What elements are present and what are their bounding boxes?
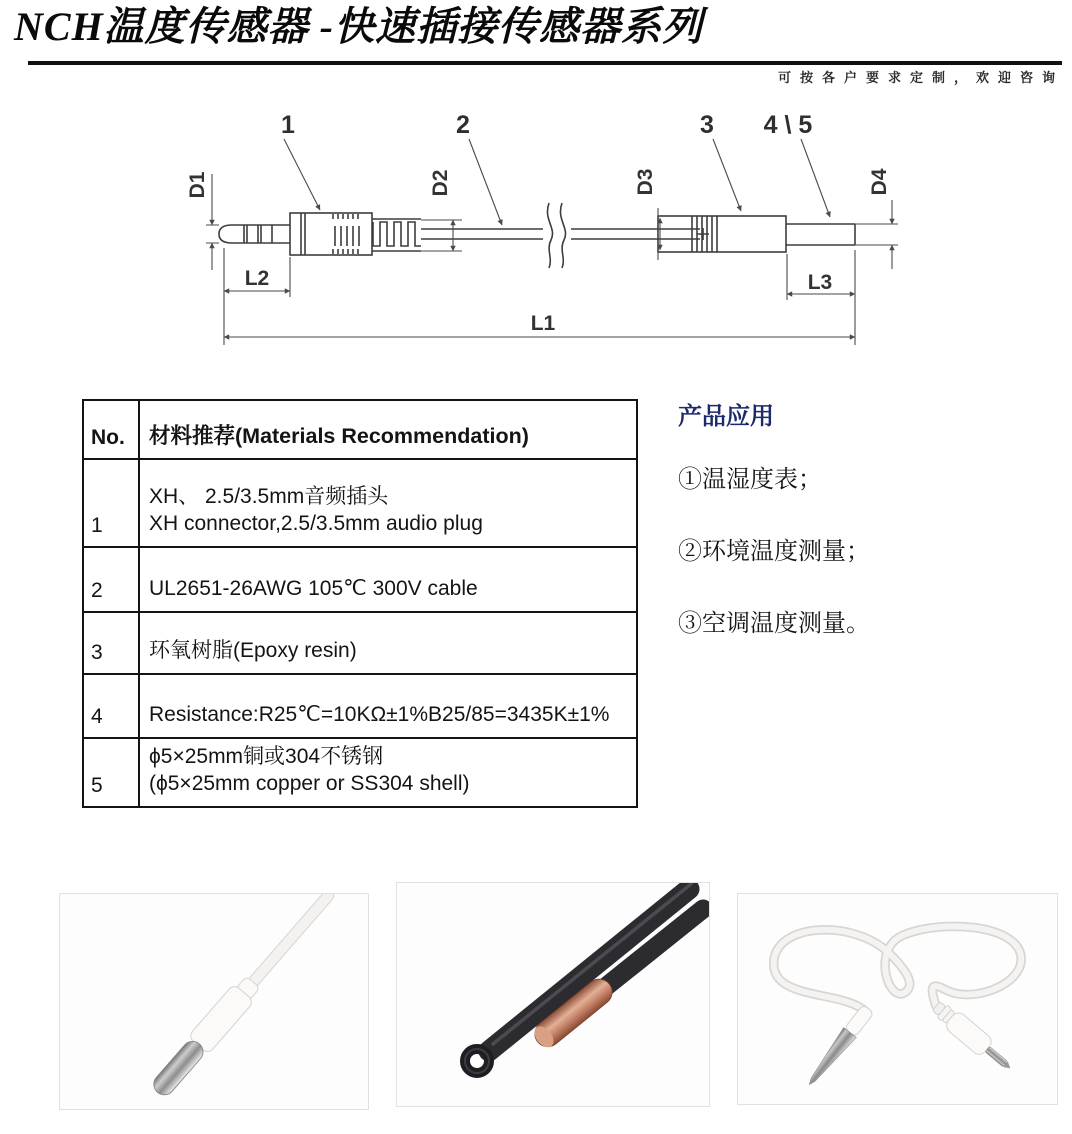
material-line: ϕ5×25mm铜或304不锈钢 [149,744,384,768]
product-photo-white-probe [59,893,369,1110]
row-material [140,460,636,546]
dim-d1 [186,171,219,270]
callout-3: 3 [700,111,714,139]
title-underline [28,61,1062,65]
callout-4-5: 4 \ 5 [763,111,813,139]
material-line: XH connector,2.5/3.5mm audio plug [149,512,483,536]
audio-plug-pin [985,1046,1008,1067]
plug-tip-outline [219,225,290,243]
row-no: 2 [84,548,140,611]
dim-label-l2: L2 [244,267,270,290]
row-material [140,675,636,737]
row-no: 4 [84,675,140,737]
dimension-drawing [150,95,1070,380]
material-line: UL2651-26AWG 105℃ 300V cable [149,577,478,601]
metal-probe [150,1037,208,1099]
applications-title: 产品应用 [678,403,774,430]
row-material [140,739,636,806]
materials-table [82,399,638,808]
pointed-metal-probe [803,1028,856,1090]
dim-label-d2: D2 [429,169,452,197]
dim-label-l1: L1 [530,312,556,335]
dim-l2 [224,248,290,345]
row-no: 5 [84,739,140,806]
table-header-row [84,401,636,460]
white-cable [246,894,336,989]
dim-l1 [224,312,855,337]
dim-d4 [868,168,892,269]
white-cable-bow [774,926,1022,1012]
cable-outline [421,203,658,268]
table-row [84,613,636,675]
sensor-housing-outline [658,208,786,260]
application-item: ②环境温度测量； [678,538,870,565]
material-line: XH、 2.5/3.5mm音频插头 [149,484,389,508]
dim-label-l3: L3 [807,271,833,294]
callout-2: 2 [456,111,470,139]
table-row [84,460,636,548]
material-line: Resistance:R25℃=10KΩ±1%B25/85=3435K±1% [149,703,610,727]
row-no: 1 [84,460,140,546]
white-probe-illustration [60,894,368,1109]
callout-leaders [284,139,830,225]
table-row [84,675,636,739]
plug-body-outline [290,213,372,255]
material-line: (ϕ5×25mm copper or SS304 shell) [149,772,470,796]
black-cable [489,889,689,1051]
col-header-material [140,401,636,458]
callout-1: 1 [281,111,295,139]
looped-cable-illustration [738,894,1057,1104]
row-material [140,548,636,611]
dim-label-d3: D3 [634,168,657,196]
product-photo-looped-cable [737,893,1058,1105]
row-material [140,613,636,673]
dim-d3 [634,169,660,250]
strain-relief-outline [372,219,421,251]
material-line: 环氧树脂(Epoxy resin) [149,639,357,663]
product-applications [678,396,1068,675]
custom-order-note: 可按各户要求定制，欢迎咨询 [777,70,1064,85]
col-header-material-text: 材料推荐(Materials Recommendation) [149,423,529,448]
copper-probe-illustration [397,883,709,1106]
probe-shell-outline [786,224,898,245]
table-row [84,548,636,613]
dim-label-d4: D4 [868,168,891,196]
table-row [84,739,636,806]
row-no: 3 [84,613,140,673]
dim-label-d1: D1 [186,171,209,199]
page-title: NCH温度传感器 -快速插接传感器系列 [14,4,703,49]
application-item: ①温湿度表； [678,466,822,493]
application-item: ③空调温度测量。 [678,610,870,637]
cable-highlight [493,884,691,1044]
product-photo-copper-probe [396,882,710,1107]
dim-l3 [787,250,855,345]
col-header-no: No. [84,401,140,458]
